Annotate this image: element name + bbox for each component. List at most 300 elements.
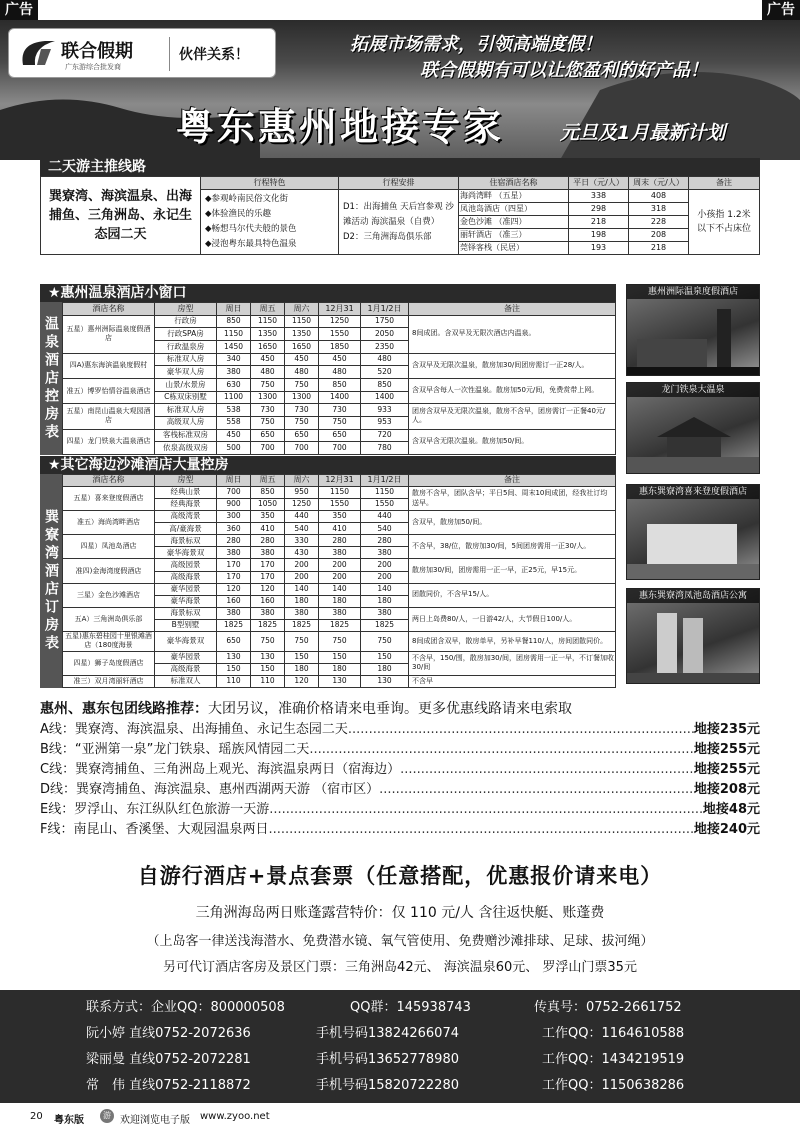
price-cell: 450	[251, 353, 285, 366]
price-weekday: 298	[569, 203, 629, 216]
route-label: E线：罗浮山、东江纵队红色旅游一天游	[40, 802, 270, 817]
price-cell: 538	[217, 404, 251, 417]
logo-box	[8, 28, 276, 78]
price-cell: 1300	[285, 391, 319, 404]
route-item	[40, 780, 760, 800]
price-cell: 1250	[319, 315, 361, 328]
price-cell: 650	[217, 631, 251, 651]
route-price: 地接255元	[693, 742, 760, 757]
price-cell: 280	[361, 535, 409, 547]
page-title: 粤东惠州地接专家	[175, 104, 504, 149]
page-subtitle: 元旦及1月最新计划	[560, 122, 726, 144]
room-type: 海景标双	[155, 607, 217, 619]
col-header: 酒店名称	[63, 475, 155, 487]
col-header: 房型	[155, 475, 217, 487]
hotel-name: 金色沙滩 （准四）	[459, 216, 569, 229]
price-weekday: 218	[569, 216, 629, 229]
price-cell: 1750	[361, 315, 409, 328]
price-cell: 380	[217, 547, 251, 559]
partner-text: 伙伴关系！	[179, 47, 249, 63]
price-cell: 170	[217, 571, 251, 583]
price-cell: 750	[285, 416, 319, 429]
tower-silhouette	[627, 603, 760, 684]
price-cell: 953	[361, 416, 409, 429]
photo-intercontinental	[626, 284, 760, 376]
group-routes-intro	[40, 698, 760, 720]
price-weekend: 318	[629, 203, 689, 216]
photo-caption: 龙门铁泉大温泉	[627, 383, 759, 397]
price-cell: 500	[217, 442, 251, 455]
col-weekday: 平日（元/人）	[569, 177, 629, 190]
price-cell: 200	[285, 559, 319, 571]
price-cell: 380	[217, 607, 251, 619]
hotel-name: 三星）金色沙滩酒店	[63, 583, 155, 607]
two-day-table	[40, 176, 760, 255]
price-cell: 540	[361, 523, 409, 535]
package-line-2: （上岛客一律送浅海潜水、免费潜水镜、氧气管使用、免费赠沙滩排球、足球、拔河绳）	[146, 934, 654, 949]
table-row	[63, 487, 616, 499]
group-routes	[40, 698, 760, 840]
price-cell: 130	[319, 675, 361, 687]
price-cell: 380	[217, 366, 251, 379]
room-type: 行政房	[155, 315, 217, 328]
hotel-note: 团散同价，不含早15/人。	[409, 583, 616, 607]
price-cell: 330	[285, 535, 319, 547]
price-cell: 750	[285, 378, 319, 391]
contact-mobile: 手机号码13652778980	[316, 1052, 459, 1067]
room-type: 豪华园景	[155, 583, 217, 595]
room-type: 客栈标准双房	[155, 429, 217, 442]
price-cell: 1150	[361, 487, 409, 499]
price-cell: 200	[361, 559, 409, 571]
room-type: 高级海景	[155, 571, 217, 583]
beach-hotel-table	[62, 474, 616, 688]
col-header: 周五	[251, 475, 285, 487]
col-header: 周六	[285, 475, 319, 487]
feature-item: ◆浸泡粤东最具特色温泉	[205, 239, 297, 249]
section3-heading: ★其它海边沙滩酒店大量控房	[40, 456, 616, 474]
room-type: 高/豪海景	[155, 523, 217, 535]
section-hot-spring	[40, 284, 616, 455]
price-cell: 360	[217, 523, 251, 535]
price-cell: 730	[285, 404, 319, 417]
price-cell: 150	[251, 663, 285, 675]
logo-sub: 广东游综合批发商	[65, 63, 121, 71]
contact-work-qq: 工作QQ：1150638286	[542, 1078, 685, 1093]
price-cell: 200	[319, 559, 361, 571]
price-cell: 1150	[217, 328, 251, 341]
photo-caption: 惠东巽寮湾喜来登度假酒店	[627, 485, 759, 499]
photo-caption: 惠东巽寮湾凤池岛酒店公寓	[627, 589, 759, 603]
feature-item: ◆畅想马尔代夫般的景色	[205, 224, 297, 234]
price-cell: 430	[285, 547, 319, 559]
footer-url[interactable]: www.zyoo.net	[200, 1111, 270, 1122]
col-hotel: 住宿酒店名称	[459, 177, 569, 190]
price-cell: 1250	[285, 499, 319, 511]
room-type: 豪华园景	[155, 651, 217, 663]
price-cell: 850	[319, 378, 361, 391]
building-silhouette	[627, 299, 760, 376]
price-cell: 450	[319, 353, 361, 366]
room-type: 依泉高级双房	[155, 442, 217, 455]
col-header: 1月1/2日	[361, 475, 409, 487]
col-header: 周六	[285, 303, 319, 316]
section-two-day-route	[40, 158, 760, 255]
price-cell: 1350	[251, 328, 285, 341]
table-row	[63, 353, 616, 366]
price-cell: 1300	[251, 391, 285, 404]
page-number: 20	[30, 1111, 43, 1122]
price-cell: 380	[251, 607, 285, 619]
hotel-note: 含双早含每人一次性温泉。散房加50元/间，免费赏带上网。	[409, 378, 616, 403]
hotel-note: 含双早，散房加50/间。	[409, 511, 616, 535]
price-cell: 140	[319, 583, 361, 595]
note-text: 小孩指 1.2米以下不占床位	[689, 190, 760, 255]
price-cell: 780	[361, 442, 409, 455]
price-cell: 750	[251, 378, 285, 391]
logo-name: 联合假期	[61, 41, 133, 62]
photo-longmen	[626, 382, 760, 474]
table-row	[63, 404, 616, 417]
feature-item: ◆体验渔民的乐趣	[205, 209, 272, 219]
price-cell: 1350	[285, 328, 319, 341]
package-line-3: 另可代订酒店客房及景区门票：三角洲岛42元、 海滨温泉60元、 罗浮山门票35元	[163, 960, 637, 975]
route-label: B线：“亚洲第一泉”龙门铁泉、瑶族风情园二天	[40, 742, 310, 757]
price-cell: 1050	[251, 499, 285, 511]
edition-badge-icon: 游	[100, 1109, 114, 1123]
room-type: 行政SPA房	[155, 328, 217, 341]
hotel-note: 两日上岛费80/人，一日游42/人，大节假日100/人。	[409, 607, 616, 631]
hotel-name: 丽轩酒店 （准三）	[459, 229, 569, 242]
price-weekend: 218	[629, 242, 689, 255]
price-cell: 1150	[251, 315, 285, 328]
room-type: C栋双床别墅	[155, 391, 217, 404]
page-footer	[0, 1106, 800, 1129]
price-cell: 650	[251, 429, 285, 442]
route-label: A线：巽寮湾、海滨温泉、出海捕鱼、永记生态园二天	[40, 722, 348, 737]
price-cell: 700	[285, 442, 319, 455]
route-item	[40, 760, 760, 780]
price-cell: 1100	[217, 391, 251, 404]
price-cell: 120	[285, 675, 319, 687]
pavilion-silhouette	[627, 397, 760, 474]
price-cell: 140	[285, 583, 319, 595]
price-cell: 380	[319, 547, 361, 559]
price-cell: 700	[251, 442, 285, 455]
hotel-name: 四A)惠东海滨温泉度假村	[63, 353, 155, 378]
price-cell: 750	[319, 631, 361, 651]
price-cell: 2350	[361, 340, 409, 353]
price-cell: 480	[251, 366, 285, 379]
price-cell: 280	[217, 535, 251, 547]
hotel-note: 含双早及无限次温泉，散房加30/间团房需订一正28/人。	[409, 353, 616, 378]
contact-line: 常 伟 直线0752-2118872	[86, 1078, 251, 1093]
price-cell: 1825	[361, 619, 409, 631]
price-cell: 440	[285, 511, 319, 523]
price-cell: 520	[361, 366, 409, 379]
price-cell: 180	[361, 595, 409, 607]
price-cell: 1650	[285, 340, 319, 353]
price-weekday: 198	[569, 229, 629, 242]
footer-text: 欢迎浏览电子版	[120, 1115, 190, 1126]
price-weekend: 228	[629, 216, 689, 229]
slogan-line-2: 联合假期有可以让您盈利的好产品！	[420, 60, 708, 81]
route-price: 地接235元	[693, 722, 760, 737]
hotel-name: 准四)金海湾度假酒店	[63, 559, 155, 583]
table-row	[63, 675, 616, 687]
edition-label: 粤东版	[54, 1115, 84, 1126]
price-cell: 1400	[319, 391, 361, 404]
room-type: 高级湾景	[155, 511, 217, 523]
hot-spring-table	[62, 302, 616, 455]
table-row	[63, 315, 616, 328]
price-cell: 450	[285, 353, 319, 366]
hotel-note: 团房含双早及无限次温泉，散房不含早，团房需订一正餐40元/人。	[409, 404, 616, 429]
price-cell: 130	[251, 651, 285, 663]
price-cell: 850	[251, 487, 285, 499]
price-cell: 1825	[251, 619, 285, 631]
route-item	[40, 740, 760, 760]
col-header: 周日	[217, 475, 251, 487]
room-type: 豪华海景	[155, 595, 217, 607]
price-cell: 120	[217, 583, 251, 595]
room-type: 豪华双人房	[155, 366, 217, 379]
price-cell: 1400	[361, 391, 409, 404]
price-cell: 1550	[361, 499, 409, 511]
table-row	[63, 559, 616, 571]
hotel-name: 准五）海尚湾畔酒店	[63, 511, 155, 535]
room-type: 标准双人房	[155, 353, 217, 366]
room-type: 高级海景	[155, 663, 217, 675]
route-label: F线：南昆山、香溪堡、大观园温泉两日	[40, 822, 269, 837]
price-cell: 850	[361, 378, 409, 391]
room-type: 标准双人房	[155, 404, 217, 417]
route-price: 地接208元	[693, 782, 760, 797]
contact-panel	[0, 990, 800, 1103]
price-cell: 700	[217, 487, 251, 499]
contact-mobile: 手机号码15820722280	[316, 1078, 459, 1093]
price-cell: 180	[319, 595, 361, 607]
col-header: 1月1/2日	[361, 303, 409, 316]
section3-vlabel: 巽寮湾酒店订房表	[40, 474, 62, 688]
route-label: D线：巽寮湾捕鱼、海滨温泉、惠州西湖两天游 （宿市区）	[40, 782, 380, 797]
price-cell: 170	[251, 571, 285, 583]
price-cell: 750	[251, 416, 285, 429]
hotel-note: 8间成团含双早，散房单早，另补早餐110/人，房间团散同价。	[409, 631, 616, 651]
price-weekend: 208	[629, 229, 689, 242]
price-cell: 110	[217, 675, 251, 687]
price-cell: 1550	[319, 499, 361, 511]
price-cell: 200	[361, 571, 409, 583]
price-cell: 630	[217, 378, 251, 391]
table-row	[63, 631, 616, 651]
ad-label-left: 广告	[0, 0, 38, 20]
price-cell: 170	[217, 559, 251, 571]
section-beach-hotels	[40, 456, 616, 688]
route-item	[40, 820, 760, 840]
price-cell: 180	[285, 595, 319, 607]
section2-heading: ★惠州温泉酒店小窗口	[40, 284, 616, 302]
hotel-note: 散房加30/间，团房需用一正一早，正25元，早15元。	[409, 559, 616, 583]
contact-work-qq: 工作QQ：1434219519	[542, 1052, 685, 1067]
price-cell: 950	[285, 487, 319, 499]
price-cell: 380	[361, 547, 409, 559]
room-type: 豪华海景双	[155, 547, 217, 559]
table-row	[63, 651, 616, 663]
intro-text: 大团另议，准确价格请来电垂询。更多优惠线路请来电索取	[208, 701, 572, 717]
room-type: 经典海景	[155, 499, 217, 511]
price-cell: 350	[251, 511, 285, 523]
price-cell: 160	[217, 595, 251, 607]
route-price: 地接48元	[702, 802, 760, 817]
hotel-name: 莞铎客栈（民居）	[459, 242, 569, 255]
room-type: 豪华海景双	[155, 631, 217, 651]
col-weekend: 周末（元/人）	[629, 177, 689, 190]
price-cell: 700	[319, 442, 361, 455]
logo-divider	[169, 37, 170, 71]
price-cell: 440	[361, 511, 409, 523]
price-cell: 150	[319, 651, 361, 663]
price-weekday: 193	[569, 242, 629, 255]
hotel-note: 8间成团。含双早及无限次酒店内温泉。	[409, 315, 616, 353]
price-cell: 280	[251, 535, 285, 547]
price-cell: 130	[217, 651, 251, 663]
price-cell: 140	[361, 583, 409, 595]
table-row	[63, 511, 616, 523]
room-type: 海景标双	[155, 535, 217, 547]
price-cell: 1825	[217, 619, 251, 631]
photo-fengchi	[626, 588, 760, 684]
price-cell: 200	[319, 571, 361, 583]
hotel-note: 散房不含早，团队含早；平日5间、周末10间成团，经我社订均送早。	[409, 487, 616, 511]
price-weekend: 408	[629, 190, 689, 203]
package-line-1: 三角洲海岛两日账蓬露营特价：仅 110 元/人 含往返快艇、账蓬费	[195, 905, 605, 921]
slogan-line-1: 拓展市场需求，引领高端度假！	[350, 34, 602, 55]
hotel-name: 四星）凤池岛酒店	[63, 535, 155, 559]
hotel-name: 凤池岛酒店（四星）	[459, 203, 569, 216]
hotel-note: 不含早，150/围，散房加30/间，团房需用一正一早，不订餐加收30/间	[409, 651, 616, 675]
price-cell: 170	[251, 559, 285, 571]
hotel-note: 含双早含无限次温泉。散房加50/间。	[409, 429, 616, 454]
price-cell: 2050	[361, 328, 409, 341]
price-cell: 1150	[285, 315, 319, 328]
price-cell: 120	[251, 583, 285, 595]
hotel-note: 不含早，38/位，散房加30/间，5间团房需用一正30/人。	[409, 535, 616, 559]
section1-heading: 二天游主推线路	[40, 158, 760, 176]
price-cell: 410	[319, 523, 361, 535]
contact-fax: 传真号：0752-2661752	[534, 1000, 682, 1015]
price-cell: 750	[319, 416, 361, 429]
section2-vlabel: 温泉酒店控房表	[40, 302, 62, 455]
price-cell: 480	[285, 366, 319, 379]
col-feature: 行程特色	[201, 177, 339, 190]
price-cell: 720	[361, 429, 409, 442]
room-type: 行政温泉房	[155, 340, 217, 353]
brand-logo-icon	[15, 35, 57, 73]
contact-line: 梁丽曼 直线0752-2072281	[86, 1052, 251, 1067]
price-cell: 110	[251, 675, 285, 687]
hotel-name: 四星）龙门铁泉大温泉酒店	[63, 429, 155, 454]
room-type: 高级园景	[155, 559, 217, 571]
price-cell: 180	[285, 663, 319, 675]
ad-label-right: 广告	[762, 0, 800, 20]
price-cell: 730	[319, 404, 361, 417]
col-schedule: 行程安排	[339, 177, 459, 190]
col-note: 备注	[689, 177, 760, 190]
price-cell: 160	[251, 595, 285, 607]
price-cell: 180	[361, 663, 409, 675]
route-price: 地接255元	[693, 762, 760, 777]
price-cell: 480	[361, 353, 409, 366]
contact-qq-group: QQ群：145938743	[350, 1000, 471, 1015]
price-cell: 730	[251, 404, 285, 417]
hotel-name: 四星）狮子岛度假酒店	[63, 651, 155, 675]
col-header: 房型	[155, 303, 217, 316]
hotel-name: 五星）南昆山温泉大观园酒店	[63, 404, 155, 429]
price-cell: 1850	[319, 340, 361, 353]
table-row	[63, 429, 616, 442]
price-cell: 180	[319, 663, 361, 675]
price-cell: 340	[217, 353, 251, 366]
route-price: 地接240元	[693, 822, 760, 837]
price-cell: 200	[285, 571, 319, 583]
route-label: C线：巽寮湾捕鱼、三角洲岛上观光、海滨温泉两日（宿海边）	[40, 762, 401, 777]
price-cell: 1650	[251, 340, 285, 353]
package-headline: 自游行酒店+景点套票（任意搭配，优惠报价请来电）	[137, 864, 663, 888]
contact-line: 阮小婷 直线0752-2072636	[86, 1026, 251, 1041]
price-cell: 750	[361, 631, 409, 651]
contact-work-qq: 工作QQ：1164610588	[542, 1026, 685, 1041]
price-weekday: 338	[569, 190, 629, 203]
price-cell: 1825	[319, 619, 361, 631]
room-type: 经典山景	[155, 487, 217, 499]
col-header: 备注	[409, 475, 616, 487]
table-row	[63, 535, 616, 547]
room-type: B型别墅	[155, 619, 217, 631]
price-cell: 900	[217, 499, 251, 511]
route-item	[40, 800, 760, 820]
price-cell: 380	[285, 607, 319, 619]
contact-company-qq: 联系方式：企业QQ：800000508	[86, 1000, 285, 1015]
price-cell: 280	[319, 535, 361, 547]
col-header: 12月31	[319, 475, 361, 487]
price-cell: 150	[361, 651, 409, 663]
col-header: 周日	[217, 303, 251, 316]
price-cell: 1150	[319, 487, 361, 499]
hotel-name: 准三）双月湾丽轩酒店	[63, 675, 155, 687]
price-cell: 300	[217, 511, 251, 523]
price-cell: 1450	[217, 340, 251, 353]
table-row	[63, 607, 616, 619]
price-cell: 650	[285, 429, 319, 442]
schedule-text: D1：出海捕鱼 天后宫参观 沙滩活动 海滨温泉（自费） D2：三角洲海岛俱乐部	[339, 190, 459, 255]
hotel-name: 五星）喜来登度假酒店	[63, 487, 155, 511]
price-cell: 380	[251, 547, 285, 559]
hotel-note: 不含早	[409, 675, 616, 687]
price-cell: 380	[319, 607, 361, 619]
price-cell: 1550	[319, 328, 361, 341]
price-cell: 933	[361, 404, 409, 417]
price-cell: 350	[319, 511, 361, 523]
resort-silhouette	[627, 499, 760, 580]
price-cell: 150	[217, 663, 251, 675]
feature-item: ◆参观岭南民俗文化街	[205, 194, 289, 204]
room-type: 高级双人房	[155, 416, 217, 429]
price-cell: 850	[217, 315, 251, 328]
room-type: 标准双人	[155, 675, 217, 687]
price-cell: 150	[285, 651, 319, 663]
route-name: 巽寮湾、海滨温泉、出海捕鱼、三角洲岛、永记生态园二天	[41, 177, 201, 255]
